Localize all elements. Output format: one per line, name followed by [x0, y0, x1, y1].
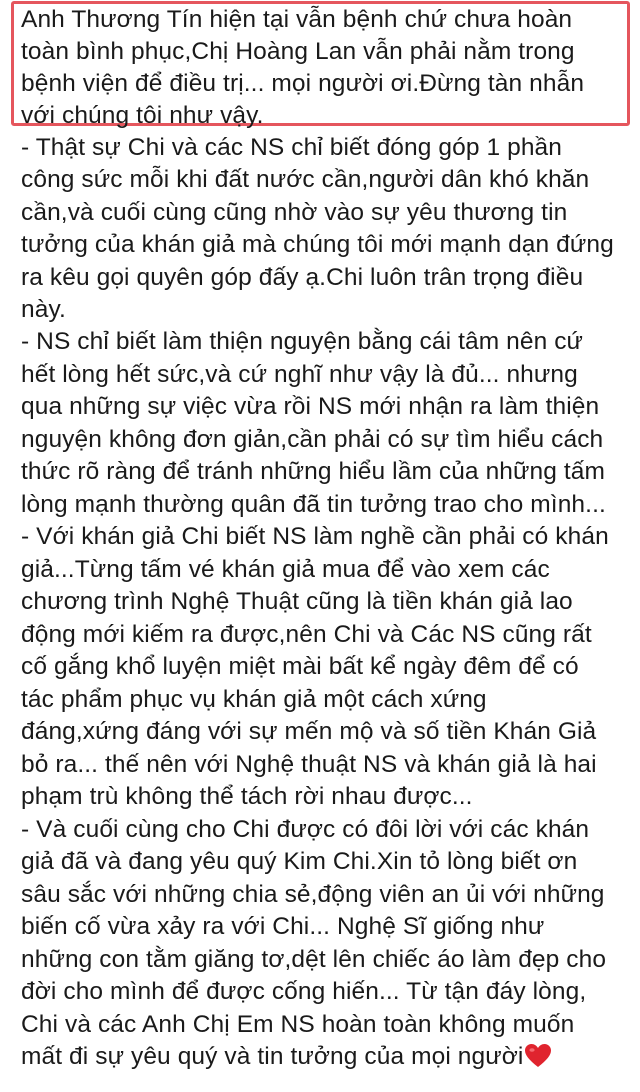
- text-line: bệnh viện để điều trị... mọi người ơi.Đừng tàn nhẫn: [21, 70, 585, 97]
- text-line: những con tằm giăng tơ,dệt lên chiếc áo làm đẹp cho: [21, 946, 607, 973]
- text-line: Anh Thương Tín hiện tại vẫn bệnh chứ chưa hoàn: [21, 6, 573, 33]
- text-line: giả...Từng tấm vé khán giả mua để vào xem các: [21, 556, 550, 583]
- text-line: tưởng của khán giả mà chúng tôi mới mạnh dạn đứng: [21, 231, 614, 258]
- text-line: Chi và các Anh Chị Em NS hoàn toàn không muốn: [21, 1011, 575, 1038]
- text-line: chương trình Nghệ Thuật cũng là tiền khán giả lao: [21, 588, 573, 615]
- text-line: với chúng tôi như vậy.: [21, 102, 264, 129]
- text-line: - Thật sự Chi và các NS chỉ biết đóng góp 1 phần: [21, 134, 563, 161]
- text-line: - Và cuối cùng cho Chi được có đôi lời với các khán: [21, 816, 590, 843]
- text-line: đời cho mình để được cống hiến... Từ tận đáy lòng,: [21, 978, 587, 1005]
- text-line: giả đã và đang yêu quý Kim Chi.Xin tỏ lòng biết ơn: [21, 848, 578, 875]
- text-line: động mới kiếm ra được,nên Chi và Các NS cũng rất: [21, 621, 592, 648]
- text-line: toàn bình phục,Chị Hoàng Lan vẫn phải nằm trong: [21, 38, 575, 65]
- text-line: qua những sự việc vừa rồi NS mới nhận ra làm thiện: [21, 393, 600, 420]
- text-line-last: [21, 1041, 551, 1072]
- text-line: ra kêu gọi quyên góp đấy ạ.Chi luôn trân trọng điều: [21, 264, 584, 291]
- text-line: tác phẩm phục vụ khán giả một cách xứng: [21, 686, 487, 713]
- text-line: hết lòng hết sức,và cứ nghĩ như vậy là đủ... nhưng: [21, 361, 578, 388]
- text-line: cần,và cuối cùng cũng nhờ vào sự yêu thương tin: [21, 199, 568, 226]
- text-line: cố gắng khổ luyện miệt mài bất kể ngày đêm để có: [21, 653, 579, 680]
- text-line: - NS chỉ biết làm thiện nguyện bằng cái tâm nên cứ: [21, 328, 584, 355]
- text-line: - Với khán giả Chi biết NS làm nghề cần phải có khán: [21, 523, 609, 550]
- text-line: mất đi sự yêu quý và tin tưởng của mọi người: [21, 1043, 524, 1070]
- text-line: công sức mỗi khi đất nước cần,người dân khó khăn: [21, 166, 590, 193]
- red-heart-icon: [525, 1044, 551, 1068]
- text-line: đáng,xứng đáng với sự mến mộ và số tiền Khán Giả: [21, 718, 597, 745]
- text-line: thức rõ ràng để tránh những hiểu lầm của những tấm: [21, 458, 606, 485]
- text-line: này.: [21, 296, 66, 323]
- text-line: bỏ ra... thế nên với Nghệ thuật NS và khán giả là hai: [21, 751, 597, 778]
- text-line: biến cố vừa xảy ra với Chi... Nghệ Sĩ giống như: [21, 913, 545, 940]
- text-line: lòng mạnh thường quân đã tin tưởng trao cho mình...: [21, 491, 606, 518]
- text-line: phạm trù không thể tách rời nhau được...: [21, 783, 473, 810]
- text-line: nguyện không đơn giản,cần phải có sự tìm hiểu cách: [21, 426, 604, 453]
- text-line: sâu sắc với những chia sẻ,động viên an ủi với những: [21, 881, 605, 908]
